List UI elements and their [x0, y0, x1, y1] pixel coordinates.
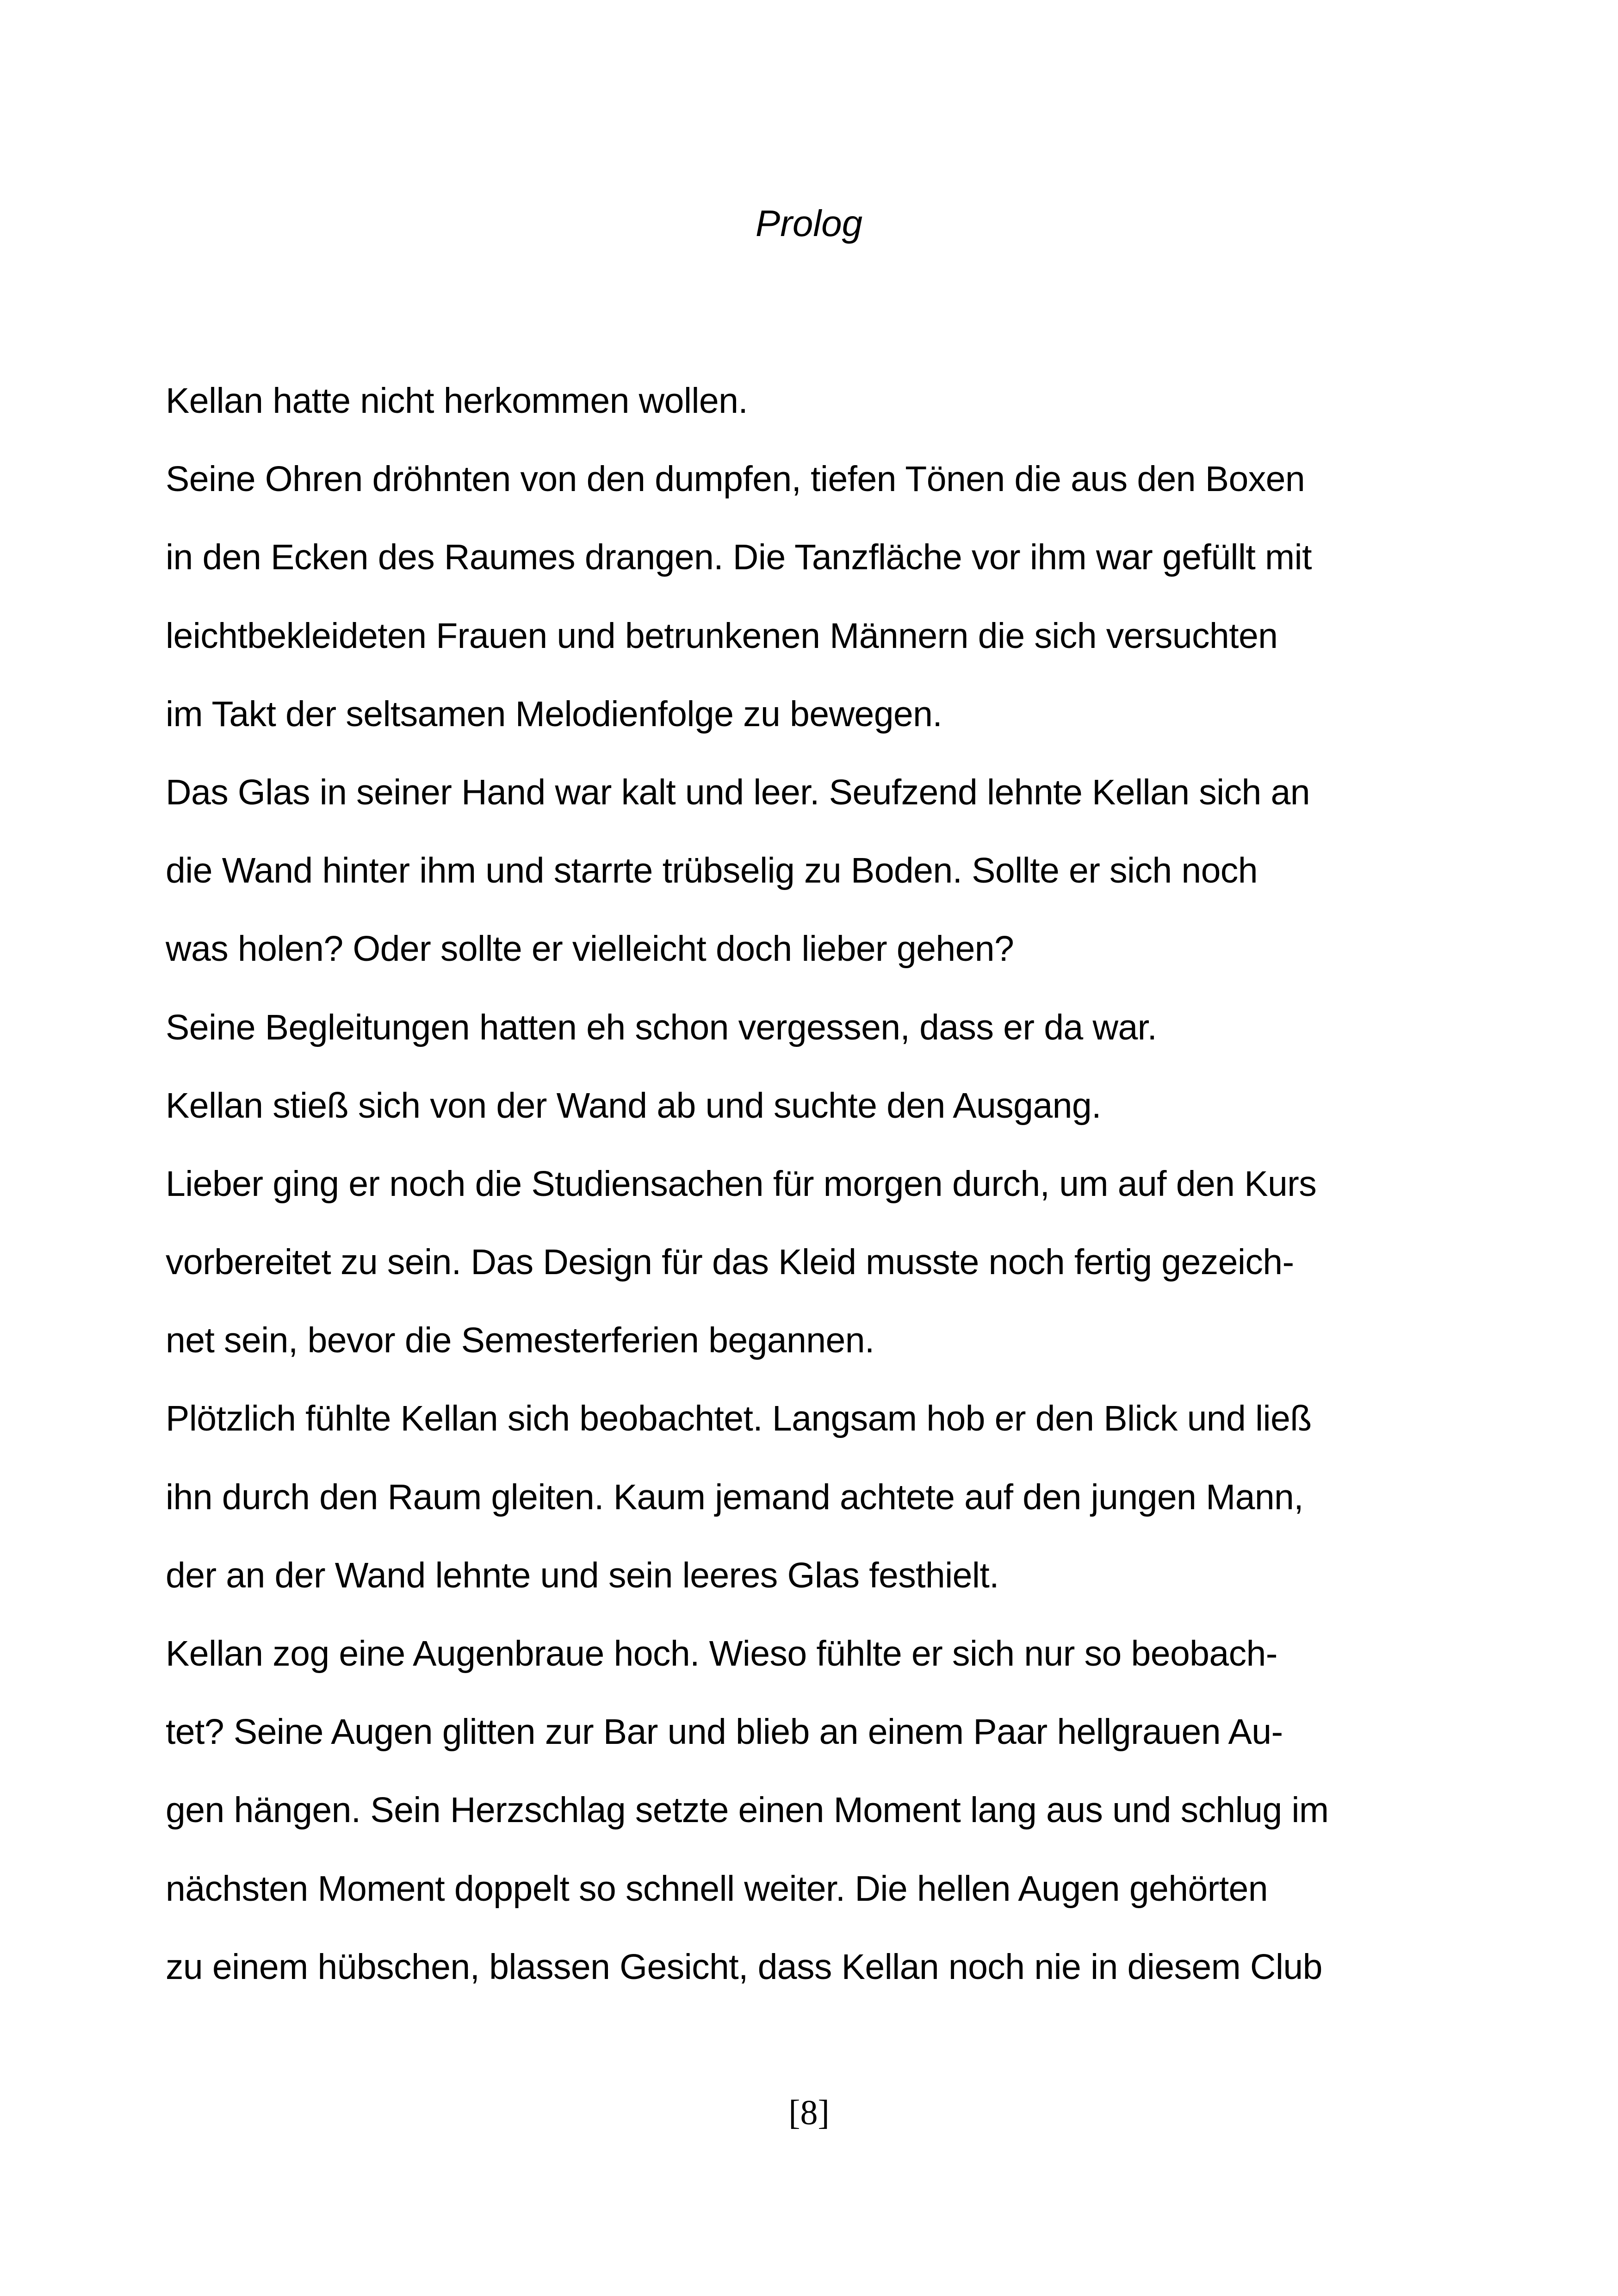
- text-line: der an der Wand lehnte und sein leeres Glas festhielt.: [166, 1555, 999, 1595]
- text-line: im Takt der seltsamen Melodienfolge zu bewegen.: [166, 694, 942, 734]
- text-line: Das Glas in seiner Hand war kalt und leer. Seufzend lehnte Kellan sich an: [166, 772, 1310, 812]
- text-line: Plötzlich fühlte Kellan sich beobachtet. Langsam hob er den Blick und ließ: [166, 1399, 1312, 1439]
- text-line: nächsten Moment doppelt so schnell weiter. Die hellen Augen gehörten: [166, 1868, 1268, 1909]
- text-line: tet? Seine Augen glitten zur Bar und blieb an einem Paar hellgrauen Au-: [166, 1712, 1283, 1752]
- text-line: Kellan hatte nicht herkommen wollen.: [166, 381, 748, 421]
- text-line: in den Ecken des Raumes drangen. Die Tanzfläche vor ihm war gefüllt mit: [166, 537, 1312, 578]
- text-line: Lieber ging er noch die Studiensachen für morgen durch, um auf den Kurs: [166, 1164, 1317, 1204]
- text-line: ihn durch den Raum gleiten. Kaum jemand achtete auf den jungen Mann,: [166, 1477, 1304, 1517]
- text-line: zu einem hübschen, blassen Gesicht, dass Kellan noch nie in diesem Club: [166, 1947, 1322, 1987]
- text-line: leichtbekleideten Frauen und betrunkenen Männern die sich versuchten: [166, 616, 1278, 656]
- chapter-title: Prolog: [755, 203, 863, 244]
- page-number: [8]: [788, 2093, 830, 2132]
- text-line: Kellan zog eine Augenbraue hoch. Wieso fühlte er sich nur so beobach-: [166, 1634, 1277, 1674]
- text-line: Seine Ohren dröhnten von den dumpfen, tiefen Tönen die aus den Boxen: [166, 459, 1305, 499]
- text-line: Kellan stieß sich von der Wand ab und suchte den Ausgang.: [166, 1085, 1101, 1126]
- body-text: [166, 362, 1452, 2006]
- text-line: gen hängen. Sein Herzschlag setzte einen Moment lang aus und schlug im: [166, 1790, 1329, 1830]
- text-line: vorbereitet zu sein. Das Design für das Kleid musste noch fertig gezeich-: [166, 1242, 1294, 1282]
- text-line: die Wand hinter ihm und starrte trübselig zu Boden. Sollte er sich noch: [166, 851, 1258, 891]
- text-line: Seine Begleitungen hatten eh schon vergessen, dass er da war.: [166, 1007, 1157, 1047]
- text-line: net sein, bevor die Semesterferien begannen.: [166, 1320, 874, 1361]
- text-line: was holen? Oder sollte er vielleicht doch lieber gehen?: [166, 929, 1014, 969]
